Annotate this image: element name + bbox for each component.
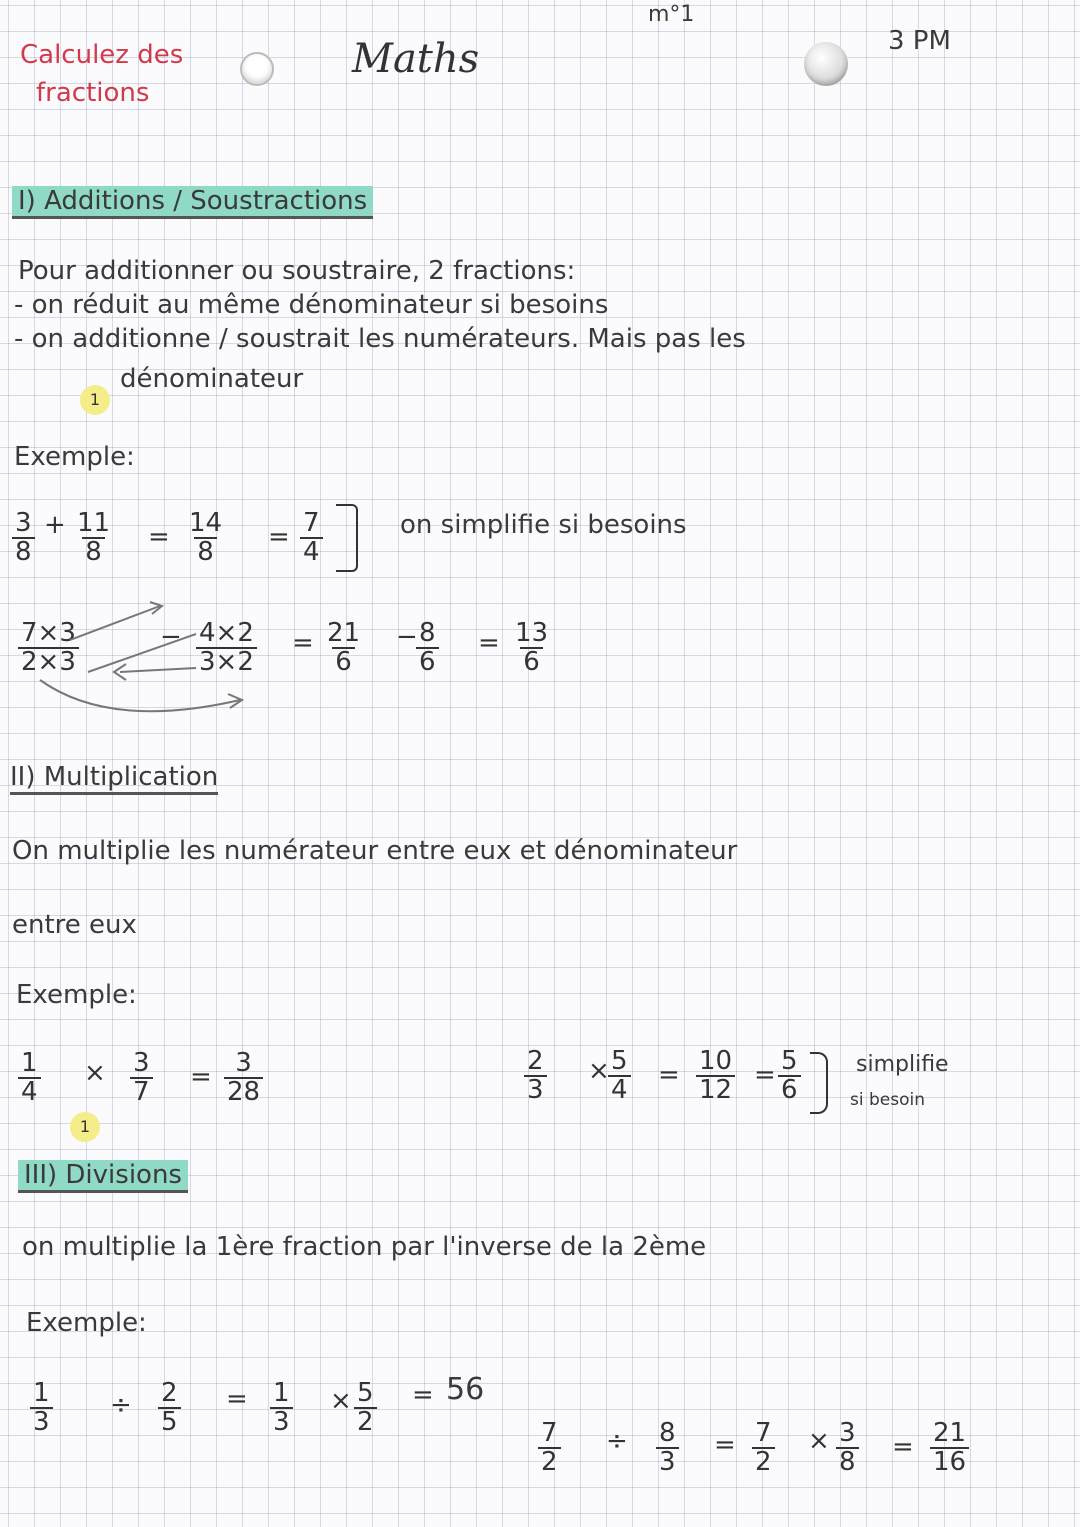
- equals-sign: =: [412, 1380, 434, 1410]
- denominator: 7: [130, 1077, 153, 1106]
- section2-heading: II) Multiplication: [10, 762, 218, 795]
- denominator: 3: [524, 1075, 547, 1104]
- fraction: [18, 1050, 41, 1107]
- section2-rule-line2: entre eux: [12, 910, 137, 940]
- fraction: [930, 1420, 969, 1477]
- section3-heading-text: III) Divisions: [18, 1160, 188, 1190]
- denominator: 6: [778, 1075, 801, 1104]
- equals-sign: =: [658, 1060, 680, 1090]
- fraction: [30, 1380, 53, 1437]
- denominator: 5: [158, 1407, 181, 1436]
- fraction: [836, 1420, 859, 1477]
- numerator: 5: [781, 1046, 798, 1076]
- numerator: 21: [933, 1418, 967, 1448]
- section3-rule: on multiplie la 1ère fraction par l'inverse de la 2ème: [22, 1232, 707, 1262]
- numerator: 21: [327, 618, 361, 648]
- divide-sign: ÷: [606, 1426, 628, 1456]
- denominator: 2: [354, 1407, 377, 1436]
- equals-sign: =: [754, 1060, 776, 1090]
- simplify-note-line2: si besoin: [850, 1090, 925, 1110]
- time-label: 3 PM: [888, 26, 951, 56]
- times-sign: ×: [84, 1058, 106, 1088]
- denominator: 3: [30, 1407, 53, 1436]
- side-note-line1: Calculez des: [20, 40, 184, 70]
- numerator: 5: [611, 1046, 628, 1076]
- minus-sign: −: [396, 622, 418, 652]
- fraction: [778, 1048, 801, 1105]
- section3-heading: [18, 1160, 188, 1193]
- equals-sign: =: [714, 1430, 736, 1460]
- times-sign: ×: [330, 1386, 352, 1416]
- times-sign: ×: [808, 1426, 830, 1456]
- equals-sign: =: [226, 1384, 248, 1414]
- divide-sign: ÷: [110, 1390, 132, 1420]
- denominator: 28: [224, 1077, 263, 1106]
- top-reference: m°1: [648, 2, 695, 27]
- section3-example-label: Exemple:: [26, 1308, 147, 1338]
- numerator: 2: [161, 1378, 178, 1408]
- denominator: 3×2: [196, 647, 257, 676]
- equals-sign: =: [478, 628, 500, 658]
- denominator: 2×3: [18, 647, 79, 676]
- fraction: [656, 1420, 679, 1477]
- denominator: 3: [270, 1407, 293, 1436]
- denominator: 12: [696, 1075, 735, 1104]
- simplify-brace: [810, 1052, 828, 1114]
- simplify-note-line1: simplifie: [856, 1052, 949, 1077]
- fraction: [224, 1050, 263, 1107]
- numerator: 7: [755, 1418, 772, 1448]
- section1-heading-text: I) Additions / Soustractions: [12, 186, 373, 216]
- denominator: 4: [18, 1077, 41, 1106]
- fraction: [524, 1048, 547, 1105]
- numerator: 7: [541, 1418, 558, 1448]
- numerator: 10: [699, 1046, 733, 1076]
- section2-rule-line1: On multiplie les numérateur entre eux et dénominateur: [12, 836, 738, 866]
- minus-sign: −: [160, 622, 182, 652]
- equals-sign: =: [148, 522, 170, 552]
- denominator: 3: [656, 1447, 679, 1476]
- numerator: 7×3: [21, 618, 76, 648]
- numerator: 7: [303, 508, 320, 538]
- section1-rule-line1: Pour additionner ou soustraire, 2 fractions:: [18, 256, 576, 286]
- section1-example-label: Exemple:: [14, 442, 135, 472]
- denominator: 8: [194, 537, 217, 566]
- numerator: 14: [189, 508, 223, 538]
- denominator: 4: [300, 537, 323, 566]
- denominator: 6: [332, 647, 355, 676]
- numerator: 4×2: [199, 618, 254, 648]
- denominator: 4: [608, 1075, 631, 1104]
- numerator: 1: [273, 1378, 290, 1408]
- denominator: 8: [12, 537, 35, 566]
- denominator: 8: [836, 1447, 859, 1476]
- numerator: 3: [133, 1048, 150, 1078]
- numerator: 8: [419, 618, 436, 648]
- equals-sign: =: [190, 1062, 212, 1092]
- fraction: [538, 1420, 561, 1477]
- denominator: 2: [752, 1447, 775, 1476]
- marker-dot: 1: [70, 1112, 100, 1142]
- numerator: 11: [77, 508, 111, 538]
- marker-dot: 1: [80, 385, 110, 415]
- fraction: [130, 1050, 153, 1107]
- equals-sign: =: [292, 628, 314, 658]
- section1-rule-line4: dénominateur: [120, 364, 304, 394]
- numerator: 5: [357, 1378, 374, 1408]
- side-note-line2: fractions: [36, 78, 150, 108]
- section1-rule-line2: - on réduit au même dénominateur si besoins: [14, 290, 609, 320]
- fraction: [696, 1048, 735, 1105]
- numerator: 3: [235, 1048, 252, 1078]
- equals-sign: =: [268, 522, 290, 552]
- denominator: 6: [416, 647, 439, 676]
- fraction: [158, 1380, 181, 1437]
- fraction: [752, 1420, 775, 1477]
- numerator: 13: [515, 618, 549, 648]
- numerator: 1: [33, 1378, 50, 1408]
- denominator: 2: [538, 1447, 561, 1476]
- equals-sign: =: [892, 1432, 914, 1462]
- numerator: 2: [527, 1046, 544, 1076]
- division-result: 56: [446, 1372, 485, 1407]
- fraction: [608, 1048, 631, 1105]
- numerator: 3: [15, 508, 32, 538]
- section2-example-label: Exemple:: [16, 980, 137, 1010]
- times-sign: ×: [588, 1056, 610, 1086]
- page-title: Maths: [352, 36, 480, 82]
- fraction: [354, 1380, 377, 1437]
- numerator: 3: [839, 1418, 856, 1448]
- plus-sign: +: [44, 510, 66, 540]
- simplify-note: on simplifie si besoins: [400, 510, 687, 540]
- fraction: [270, 1380, 293, 1437]
- numerator: 1: [21, 1048, 38, 1078]
- denominator: 16: [930, 1447, 969, 1476]
- section1-rule-line3: - on additionne / soustrait les numérateurs. Mais pas les: [14, 324, 746, 354]
- denominator: 8: [82, 537, 105, 566]
- denominator: 6: [520, 647, 543, 676]
- numerator: 8: [659, 1418, 676, 1448]
